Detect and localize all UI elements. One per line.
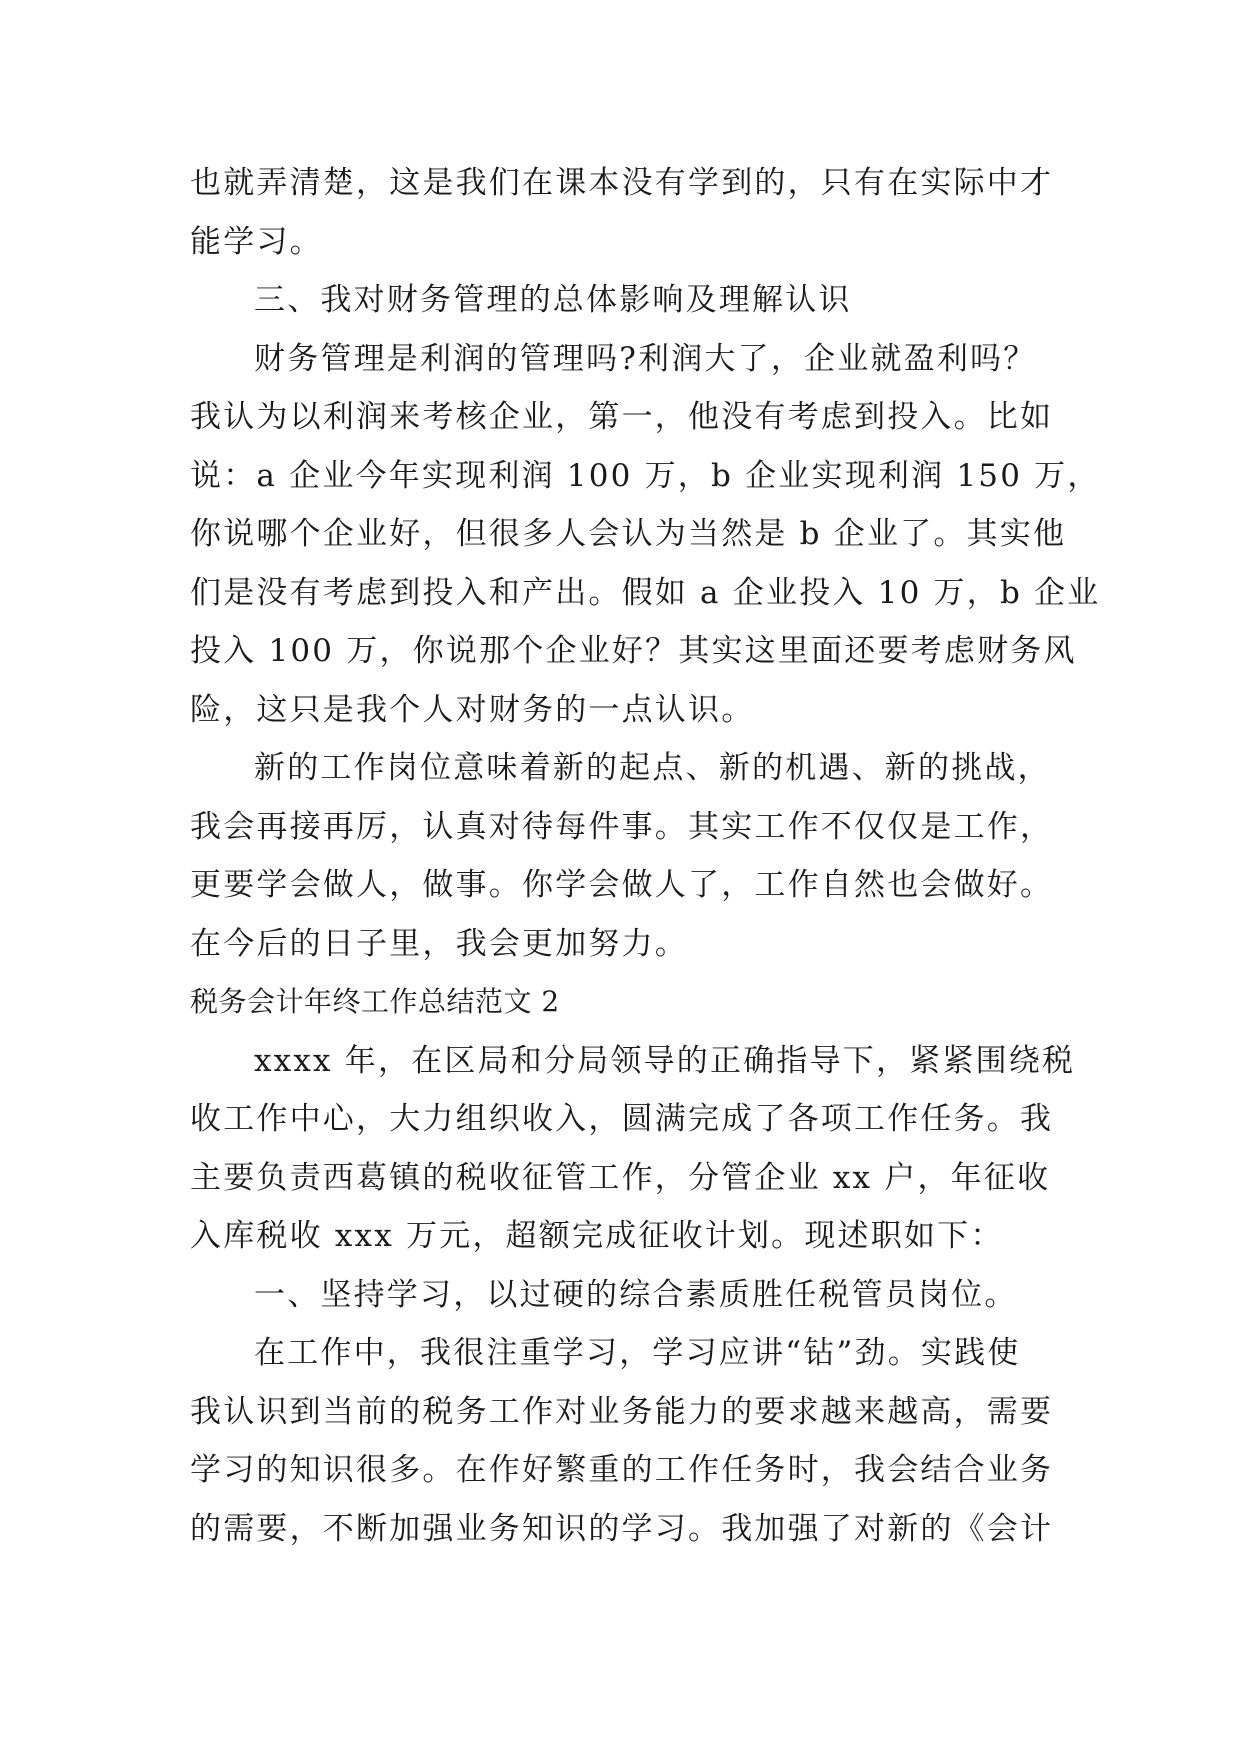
text-line: 说：a 企业今年实现利润 100 万，b 企业实现利润 150 万， — [190, 457, 1101, 494]
paragraph — [190, 154, 1056, 271]
text-line: 在今后的日子里，我会更加努力。 — [190, 925, 688, 962]
section-title-text: 税务会计年终工作总结范文 2 — [190, 985, 560, 1018]
text-line: 投入 100 万，你说那个企业好？其实这里面还要考虑财务风 — [190, 633, 1077, 669]
section-title — [190, 973, 1056, 1032]
text-line: 学习的知识很多。在作好繁重的工作任务时，我会结合业务 — [190, 1452, 1054, 1488]
text-line: 我认为以利润来考核企业，第一，他没有考虑到投入。比如 — [190, 399, 1054, 435]
paragraph — [190, 330, 1101, 740]
text-line: 能学习。 — [190, 223, 323, 260]
text-line: 们是没有考虑到投入和产出。假如 a 企业投入 10 万，b 企业 — [190, 574, 1101, 611]
text-line: 财务管理是利润的管理吗?利润大了，企业就盈利吗？ — [254, 340, 1037, 377]
text-line: 你说哪个企业好，但很多人会认为当然是 b 企业了。其实他 — [190, 516, 1067, 552]
text-line: 三、我对财务管理的总体影响及理解认识 — [254, 282, 852, 318]
text-line: 更要学会做人，做事。你学会做人了，工作自然也会做好。 — [190, 867, 1054, 903]
subheading — [190, 1266, 1056, 1325]
text-line: 我会再接再厉，认真对待每件事。其实工作不仅仅是工作， — [190, 808, 1054, 845]
text-line: 一、坚持学习，以过硬的综合素质胜任税管员岗位。 — [254, 1276, 1018, 1313]
text-line: 收工作中心，大力组织收入，圆满完成了各项工作任务。我 — [190, 1101, 1054, 1137]
paragraph — [190, 1032, 1076, 1266]
text-line: 也就弄清楚，这是我们在课本没有学到的，只有在实际中才 — [190, 165, 1054, 201]
text-line: xxxx 年，在区局和分局领导的正确指导下，紧紧围绕税 — [254, 1042, 1076, 1079]
text-line: 入库税收 xxx 万元，超额完成征收计划。现述职如下： — [190, 1218, 1004, 1254]
text-line: 主要负责西葛镇的税收征管工作，分管企业 xx 户，年征收 — [190, 1159, 1051, 1196]
paragraph — [190, 1324, 1056, 1558]
document-body — [190, 154, 1101, 1558]
paragraph — [190, 739, 1056, 973]
text-line: 的需要，不断加强业务知识的学习。我加强了对新的《会计 — [190, 1510, 1054, 1547]
text-line: 新的工作岗位意味着新的起点、新的机遇、新的挑战， — [254, 750, 1051, 786]
text-line: 在工作中，我很注重学习，学习应讲“钻”劲。实践使 — [254, 1335, 1021, 1371]
text-line: 险，这只是我个人对财务的一点认识。 — [190, 691, 755, 728]
subheading — [190, 271, 1056, 330]
text-line: 我认识到当前的税务工作对业务能力的要求越来越高，需要 — [190, 1393, 1054, 1430]
